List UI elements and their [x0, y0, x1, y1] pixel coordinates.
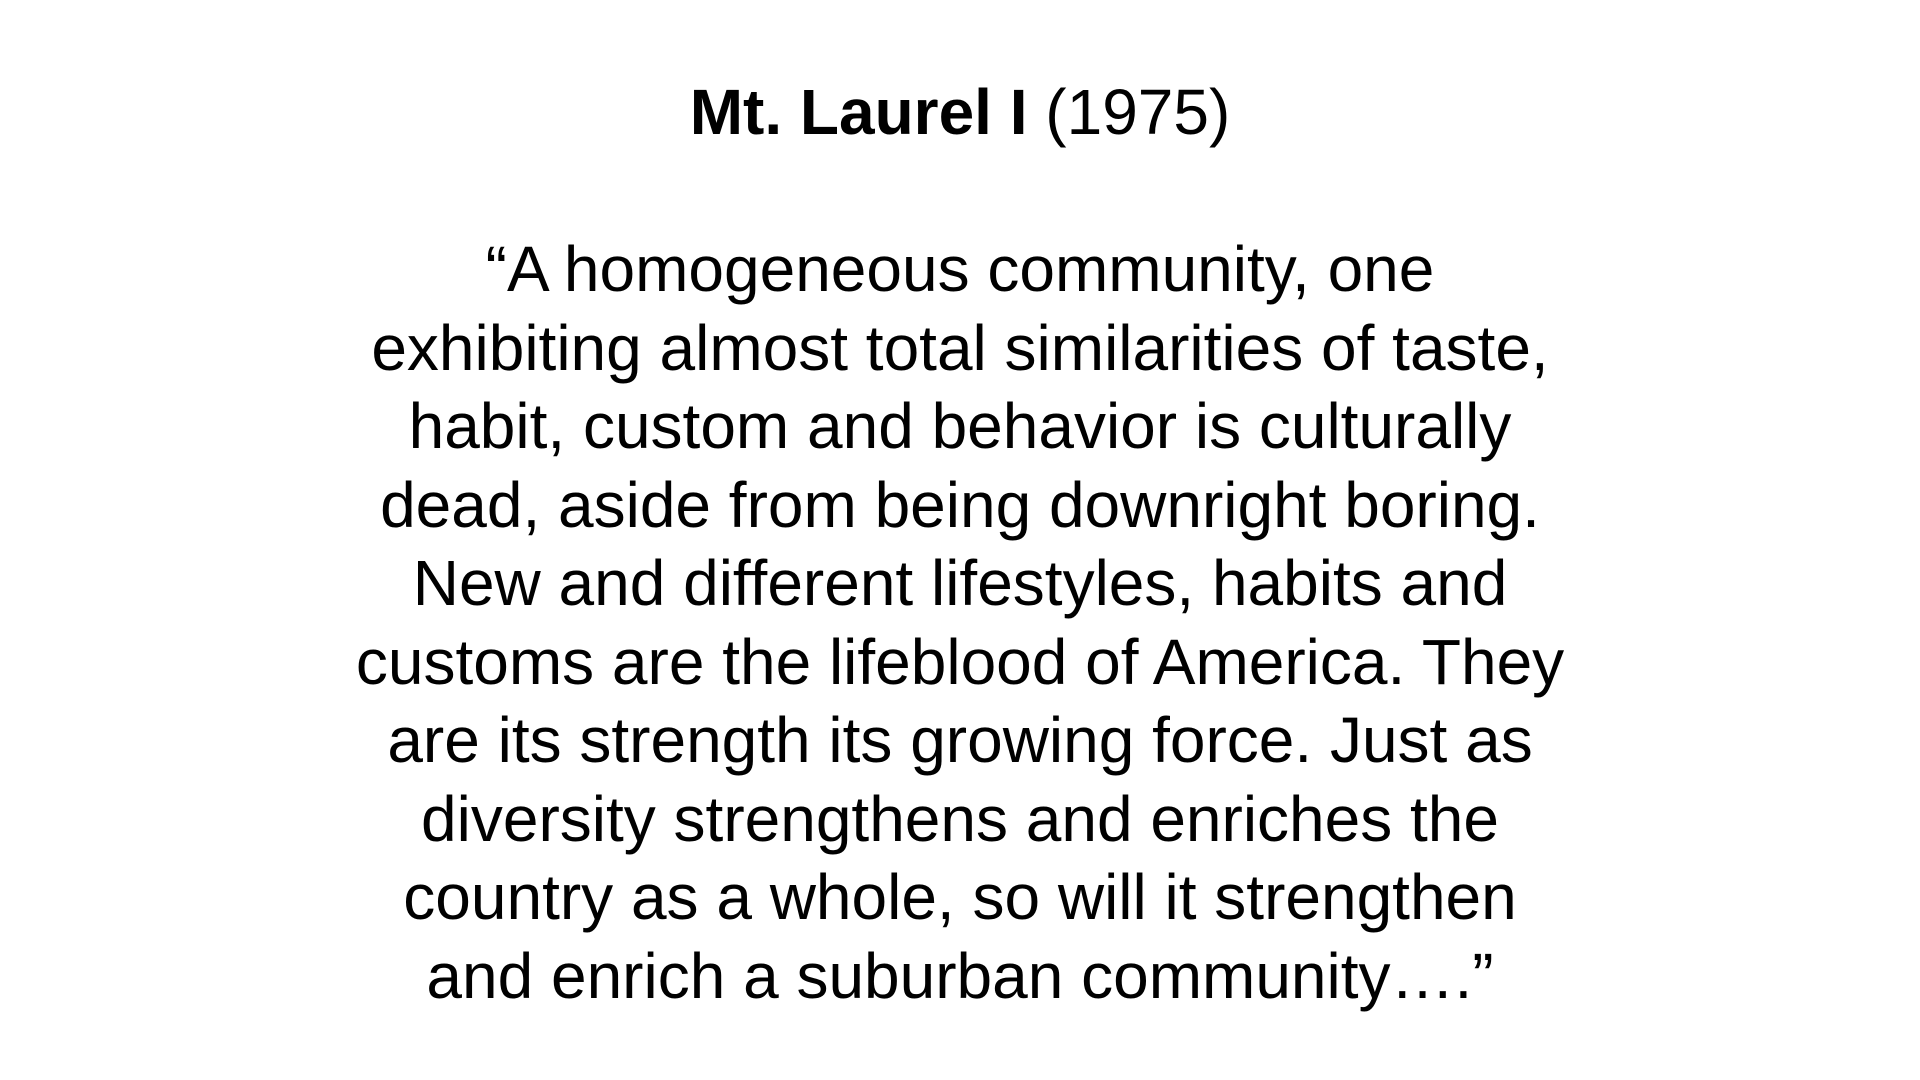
quote-line: and enrich a suburban community….” — [426, 939, 1494, 1012]
quote-line: exhibiting almost total similarities of taste, — [371, 311, 1549, 384]
quote-line: country as a whole, so will it strengthen — [403, 861, 1517, 933]
quote-line: “A homogeneous community, one — [485, 233, 1435, 305]
quote-line: New and different lifestyles, habits and — [412, 547, 1508, 619]
quote-line: are its strength its growing force. Just as — [387, 704, 1533, 776]
slide-title — [0, 72, 1920, 152]
quote-block — [0, 230, 1920, 1015]
quote-line: customs are the lifeblood of America. They — [355, 625, 1565, 698]
case-name: Mt. Laurel I — [689, 76, 1028, 148]
quote-line: habit, custom and behavior is culturally — [408, 390, 1512, 462]
case-year: (1975) — [1045, 76, 1231, 148]
quote-line: dead, aside from being downright boring. — [380, 468, 1540, 541]
quote-line: diversity strengthens and enriches the — [421, 782, 1499, 855]
